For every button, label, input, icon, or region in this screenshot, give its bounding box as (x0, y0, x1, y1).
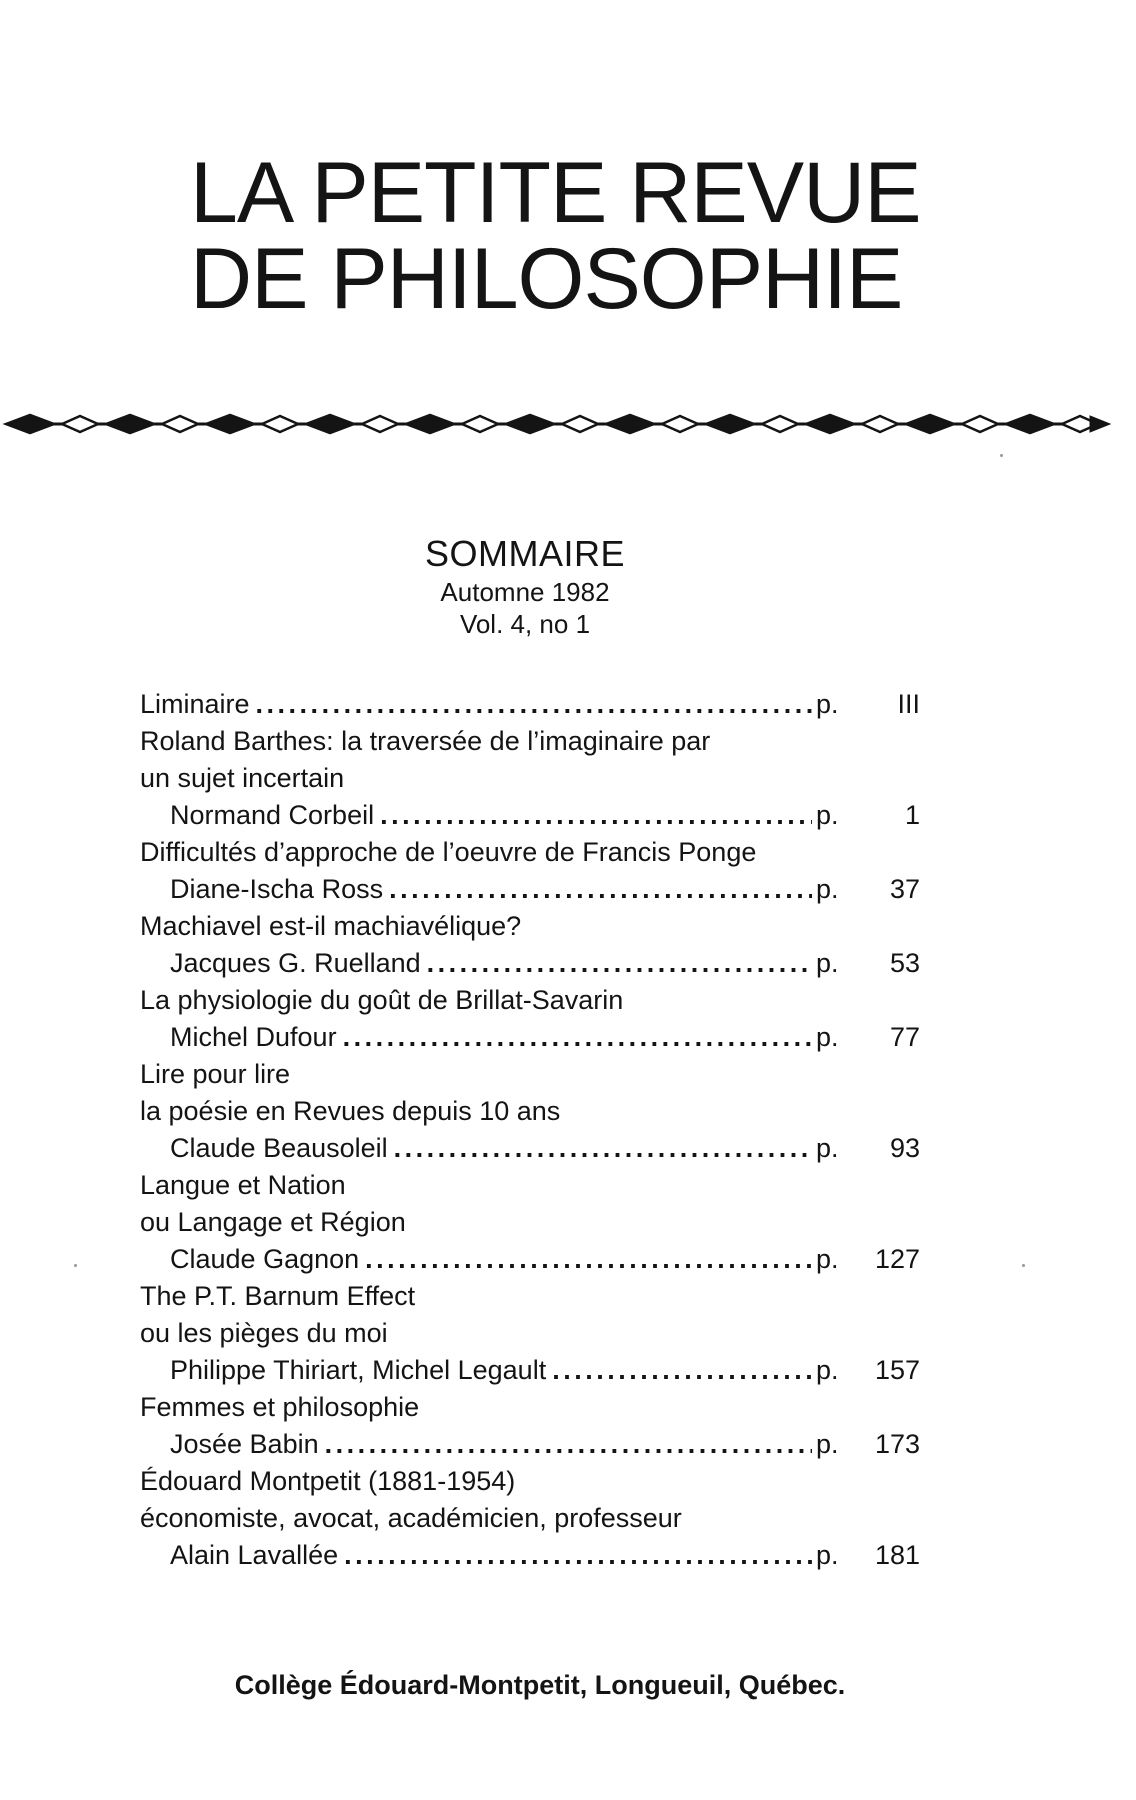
page-label: p. (816, 1540, 839, 1570)
toc-author: Normand Corbeil (170, 800, 375, 830)
toc-author: Claude Beausoleil (170, 1133, 388, 1163)
toc-entry-title: Liminaire (140, 689, 250, 719)
toc-author: Claude Gagnon (170, 1244, 360, 1274)
page-number: 181 (874, 1540, 920, 1570)
toc-author: Josée Babin (170, 1429, 319, 1459)
page-label: p. (816, 1429, 839, 1459)
toc-author-line (140, 1537, 920, 1574)
journal-title-line-2: DE PHILOSOPHIE (190, 231, 903, 327)
dot-leader (343, 1019, 812, 1056)
open-diamond (962, 416, 998, 432)
dot-leader (325, 1426, 812, 1463)
page-number: 93 (889, 1133, 920, 1163)
filled-diamond (606, 415, 654, 433)
dot-leader (365, 1241, 812, 1278)
toc-author-line (140, 1352, 920, 1389)
filled-diamond (906, 415, 954, 433)
page-label: p. (816, 1133, 839, 1163)
toc-article-title: Édouard Montpetit (1881-1954) (140, 1466, 516, 1496)
open-diamond (462, 416, 498, 432)
dot-leader (552, 1352, 812, 1389)
toc-author-line (140, 1241, 920, 1278)
toc-author: Philippe Thiriart, Michel Legault (170, 1355, 547, 1385)
paper-speck (1000, 454, 1003, 457)
filled-diamond (306, 415, 354, 433)
toc-article-title: Langue et Nation (140, 1170, 346, 1200)
toc-article-title: La physiologie du goût de Brillat-Savarin (140, 985, 624, 1015)
toc-author: Alain Lavallée (170, 1540, 339, 1570)
sommaire-block (0, 532, 1050, 640)
toc-author: Diane-Ischa Ross (170, 874, 384, 904)
masthead (190, 145, 921, 327)
sommaire-heading: SOMMAIRE (424, 533, 625, 574)
dot-leader (427, 945, 812, 982)
open-diamond (662, 416, 698, 432)
toc-article-title: Lire pour lire (140, 1059, 291, 1089)
toc-article-title: The P.T. Barnum Effect (140, 1281, 416, 1311)
paper-speck (74, 1264, 77, 1267)
open-diamond (162, 416, 198, 432)
toc-author-line (140, 797, 920, 834)
toc-article-title: Difficultés d’approche de l’oeuvre de Francis Ponge (140, 837, 757, 867)
open-diamond (62, 416, 98, 432)
toc-article-title: ou les pièges du moi (140, 1318, 388, 1348)
paper-speck (1022, 1264, 1025, 1267)
table-of-contents (140, 686, 920, 1574)
filled-diamond (506, 415, 554, 433)
page-number: III (897, 689, 920, 719)
filled-diamond (1006, 415, 1054, 433)
page-number: 1 (904, 800, 920, 830)
page-number: 157 (874, 1355, 920, 1385)
open-diamond (362, 416, 398, 432)
page-label: p. (816, 874, 839, 904)
page-label: p. (816, 1355, 839, 1385)
filled-diamond (406, 415, 454, 433)
dot-leader (380, 797, 812, 834)
toc-author-line (140, 945, 920, 982)
page-number: 127 (874, 1244, 920, 1274)
dot-leader (389, 871, 812, 908)
page-number: 77 (889, 1022, 920, 1052)
page-label: p. (816, 948, 839, 978)
page-number: 37 (889, 874, 920, 904)
page-label: p. (816, 800, 839, 830)
filled-diamond (206, 415, 254, 433)
publisher-line: Collège Édouard-Montpetit, Longueuil, Québec. (234, 1670, 846, 1700)
open-diamond (562, 416, 598, 432)
toc-author-line (140, 1019, 920, 1056)
open-diamond (262, 416, 298, 432)
toc-article-title: ou Langage et Région (140, 1207, 406, 1237)
page-label: p. (816, 1244, 839, 1274)
filled-diamond (706, 415, 754, 433)
page-number: 173 (874, 1429, 920, 1459)
diamond-chain-ornament-icon (0, 404, 1136, 444)
toc-article-title: la poésie en Revues depuis 10 ans (140, 1096, 561, 1126)
toc-author: Michel Dufour (170, 1022, 337, 1052)
dot-leader (256, 686, 812, 723)
toc-author: Jacques G. Ruelland (170, 948, 421, 978)
journal-title-line-1: LA PETITE REVUE (190, 145, 921, 241)
page-label: p. (816, 1022, 839, 1052)
dot-leader (394, 1130, 812, 1167)
open-diamond (762, 416, 798, 432)
page-label: p. (816, 689, 839, 719)
filled-diamond (106, 415, 154, 433)
ornament-end-point (1090, 416, 1110, 432)
open-diamond (862, 416, 898, 432)
toc-author-line (140, 871, 920, 908)
toc-article-title: un sujet incertain (140, 763, 345, 793)
issue-season: Automne 1982 (440, 577, 610, 607)
toc-article-title: Machiavel est-il machiavélique? (140, 911, 522, 941)
toc-article-title: économiste, avocat, académicien, professeur (140, 1503, 682, 1533)
page-number: 53 (889, 948, 920, 978)
toc-entry (140, 686, 920, 723)
toc-author-line (140, 1426, 920, 1463)
issue-volume: Vol. 4, no 1 (459, 609, 591, 639)
dot-leader (344, 1537, 812, 1574)
filled-diamond (6, 415, 54, 433)
toc-article-title: Femmes et philosophie (140, 1392, 420, 1422)
toc-article-title: Roland Barthes: la traversée de l’imaginaire par (140, 726, 711, 756)
filled-diamond (806, 415, 854, 433)
toc-author-line (140, 1130, 920, 1167)
